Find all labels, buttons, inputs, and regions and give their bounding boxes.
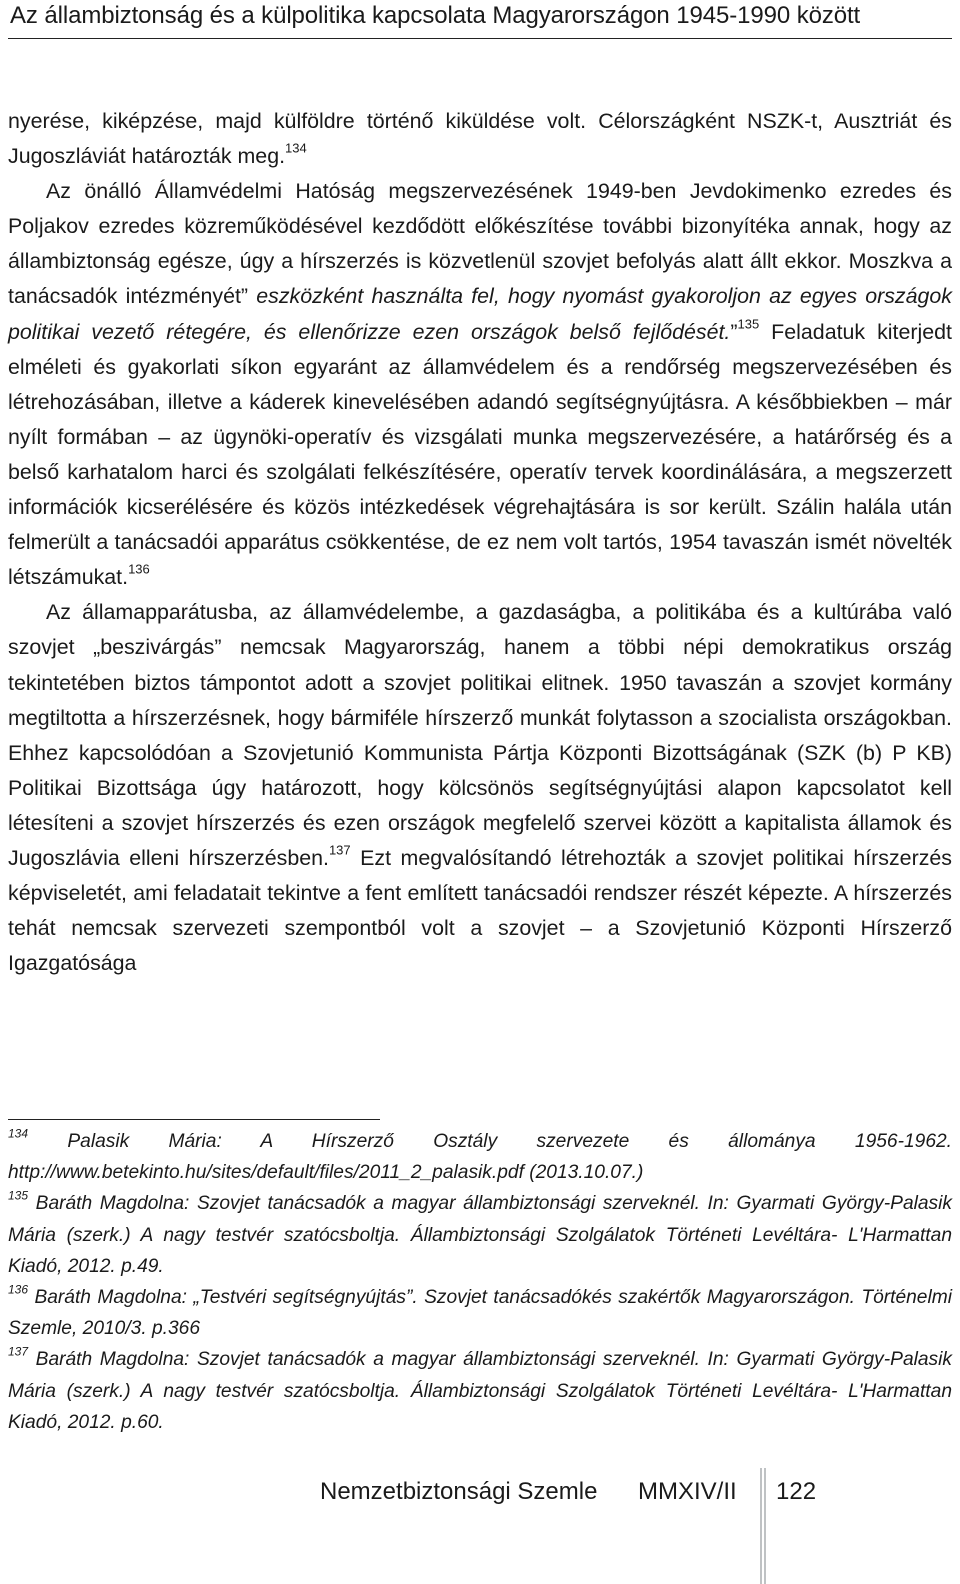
paragraph xyxy=(8,174,952,595)
footer-issue: MMXIV/II xyxy=(638,1478,737,1505)
paragraph-text: Az államapparátusba, az államvédelembe, a gazdaságba, a politikába és a kultúrába való szovjet „beszivárgás” nemcsak Magyarország, hanem a többi népi demokratikus ország tekintetében biztos támpontot adott a szovjet politikai elitnek. 1950 tavaszán a szovjet kormány megtiltotta a hírszerzésnek, hogy bármiféle hírszerző munkát folytasson a szocialista országokban. Ehhez kapcsolódóan a Szovjetunió Kommunista Pártja Központi Bizottságának (SZK (b) P KB) Politikai Bizottsága úgy határozott, hogy kölcsönös segítségnyújtási alapon kapcsolatot kell létesíteni a szovjet hírszerzés és ezen országok megfelelő szervei között a kapitalista államok és Jugoszlávia elleni hírszerzésben. xyxy=(8,600,952,870)
footnote-136 xyxy=(8,1282,952,1344)
footnote-number: 134 xyxy=(8,1126,29,1141)
footnote-ref-136[interactable]: 136 xyxy=(128,561,150,577)
footnote-137 xyxy=(8,1344,952,1438)
footnote-text: Palasik Mária: A Hírszerző Osztály szervezete és állománya 1956-1962. http://www.betekinto.hu/sites/default/files/2011_2_palasik.pdf (2013.10.07.) xyxy=(8,1131,952,1184)
running-header-title: Az állambiztonság és a külpolitika kapcsolata Magyarországon 1945-1990 között xyxy=(10,2,861,29)
footnote-number: 136 xyxy=(8,1282,29,1297)
closing-quote: ” xyxy=(730,319,738,344)
footnote-number: 137 xyxy=(8,1344,29,1359)
footnote-ref-135[interactable]: 135 xyxy=(737,316,760,332)
footnote-ref-134[interactable]: 134 xyxy=(285,140,307,156)
footnote-text: Baráth Magdolna: Szovjet tanácsadók a magyar állambiztonsági szerveknél. In: Gyarmati György-Palasik Mária (szerk.) A nagy testvér szatócsboltja. Állambiztonsági Szolgálatok Történeti Levéltára- L'Harmattan Kiadó, 2012. p.49. xyxy=(8,1193,952,1277)
body-text xyxy=(8,104,952,981)
footnote-divider xyxy=(8,1119,380,1120)
footer-journal-name: Nemzetbiztonsági Szemle xyxy=(320,1478,598,1505)
paragraph xyxy=(8,104,952,174)
running-header xyxy=(8,0,952,39)
paragraph-text: Az önálló Államvédelmi Hatóság megszervezésének 1949-ben Jevdokimenko ezredes és Poljakov ezredes közreműködésével kezdődött előkészítése további bizonyítéka annak, hogy az állambiztonság egésze, úgy a hírszerzés is közvetlenül szovjet befolyás alatt állt ekkor. Moszkva a tanácsadók intézményét” xyxy=(8,179,952,309)
footnote-text: Baráth Magdolna: Szovjet tanácsadók a magyar állambiztonsági szerveknél. In: Gyarmati György-Palasik Mária (szerk.) A nagy testvér szatócsboltja. Állambiztonsági Szolgálatok Történeti Levéltára- L'Harmattan Kiadó, 2012. p.60. xyxy=(8,1349,952,1433)
footnote-135 xyxy=(8,1188,952,1282)
page-number: 122 xyxy=(776,1478,817,1505)
footnote-number: 135 xyxy=(8,1188,29,1203)
footnote-ref-137[interactable]: 137 xyxy=(328,842,351,858)
paragraph-text: nyerése, kiképzése, majd külföldre történő kiküldése volt. Célországként NSZK-t, Ausztriát és Jugoszláviát határozták meg. xyxy=(8,109,952,169)
paragraph xyxy=(8,595,952,981)
footer-divider xyxy=(760,1468,762,1584)
paragraph-text: Feladatuk kiterjedt elméleti és gyakorlati síkon egyaránt az államvédelem és a rendőrség megszervezésében és létrehozásában, illetve a káderek kinevelésében adandó segítségnyújtásra. A későbbiekben – már nyílt formában – az ügynöki-operatív és vizsgálati munka megszervezésére, a határőrség és a belső karhatalom harci és szolgálati felkészítésére, operatív tervek koordinálására, a megszerzett információk kicserélésére és közös intézkedések végrehajtására is sor került. Szálin halála után felmerült a tanácsadói apparátus csökkentése, de ez nem volt tartós, 1954 tavaszán ismét növelték létszámukat. xyxy=(8,319,952,590)
footer-divider xyxy=(764,1468,766,1584)
paragraph-text: Ezt megvalósítandó létrehozták a szovjet politikai hírszerzés képviseletét, ami feladatait tekintve a fent említett tanácsadói rendszer részét képezte. A hírszerzés tehát nemcsak szervezeti szempontból volt a szovjet – a Szovjetunió Központi Hírszerző Igazgatósága xyxy=(8,845,952,976)
footnote-134 xyxy=(8,1126,952,1188)
footnote-text: Baráth Magdolna: „Testvéri segítségnyújtás”. Szovjet tanácsadókés szakértők Magyarországon. Történelmi Szemle, 2010/3. p.366 xyxy=(8,1287,952,1340)
footnotes xyxy=(8,1126,952,1438)
quoted-italic-text: eszközként használta fel, hogy nyomást gyakoroljon az egyes országok politikai vezető rétegére, és ellenőrizze ezen országok belső fejlődését. xyxy=(8,284,952,344)
